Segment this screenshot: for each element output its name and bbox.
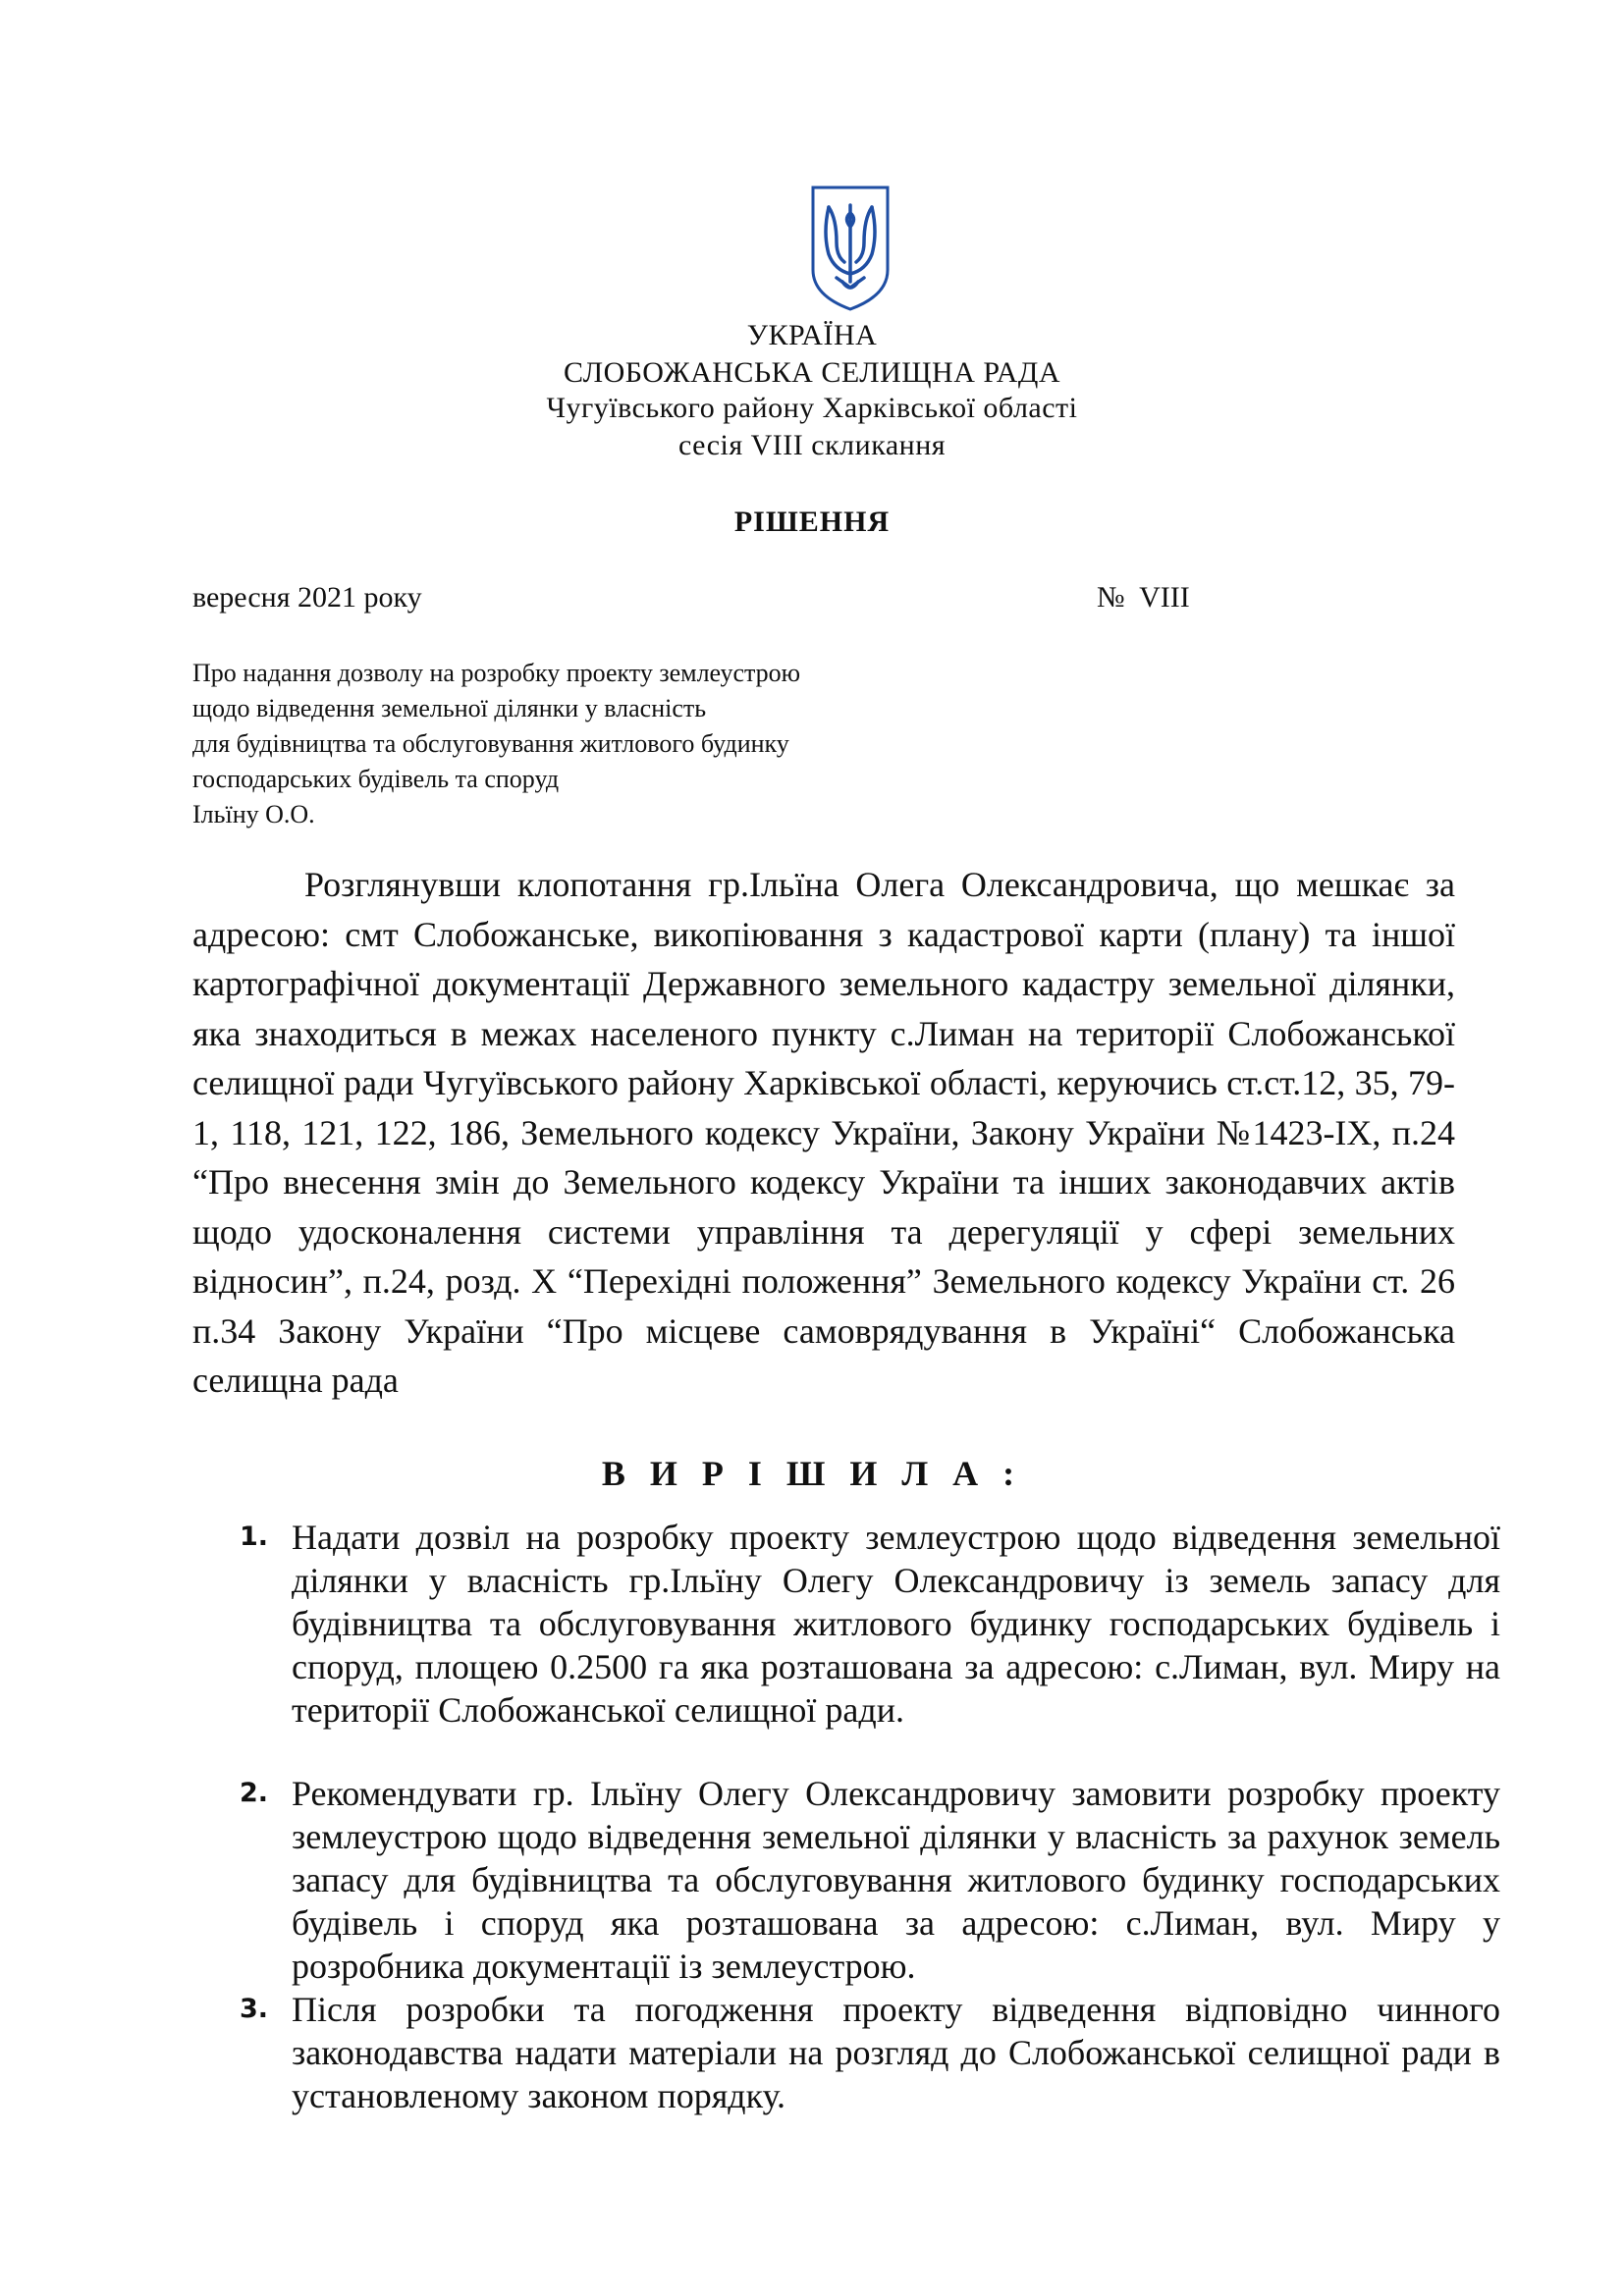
- session-info: сесія VIII скликання: [677, 429, 947, 461]
- council-name: СЛОБОЖАНСЬКА СЕЛИЩНА РАДА: [563, 356, 1061, 389]
- subject-line: Про надання дозволу на розробку проекту землеустрою: [192, 659, 801, 687]
- decision-heading: В И Р І Ш И Л А :: [601, 1454, 1023, 1493]
- district-name: Чугуївського району Харківської області: [546, 392, 1078, 424]
- subject-line: для будівництва та обслуговування житлового будинку: [192, 729, 789, 758]
- document-number: № VIII: [1097, 581, 1190, 614]
- trident-coat-of-arms-icon: [809, 184, 892, 313]
- item-number: 2.: [240, 1778, 269, 1808]
- document-date: вересня 2021 року: [192, 581, 422, 614]
- country-name: УКРАЇНА: [746, 319, 878, 351]
- subject-line: господарських будівель та споруд: [192, 765, 560, 793]
- item-text: Надати дозвіл на розробку проекту землеустрою щодо відведення земельної ділянки у власність гр.Ільїну Олегу Олександровичу із земель запасу для будівництва та обслуговування житлового будинку господарських будівель і споруд, площею 0.2500 га яка розташована за адресою: с.Лиман, вул. Миру на території Слобожанської селищної ради.: [292, 1518, 1500, 1730]
- item-text: Після розробки та погодження проекту відведення відповідно чинного законодавства надати матеріали на розгляд до Слобожанської селищної ради в установленому законом порядку.: [292, 1990, 1500, 2115]
- subject-block: [192, 656, 800, 832]
- subject-line: Ільїну О.О.: [192, 800, 315, 828]
- preamble-paragraph: Розглянувши клопотання гр.Ільїна Олега Олександровича, що мешкає за адресою: смт Слобожанське, викопіювання з кадастрової карти (плану) та іншої картографічної документації Державного земельного кадастру земельної ділянки, яка знаходиться в межах населеного пункту с.Лиман на території Слобожанської селищної ради Чугуївського району Харківської області, керуючись ст.ст.12, 35, 79-1, 118, 121, 122, 186, Земельного кодексу України, Закону України №1423-IX, п.24 “Про внесення змін до Земельного кодексу України та інших законодавчих актів щодо удосконалення системи управління та дерегуляції у сфері земельних відносин”, п.24, розд. X “Перехідні положення” Земельного кодексу України ст. 26 п.34 Закону України “Про місцеве самоврядування в Україні“ Слобожанська селищна рада: [192, 865, 1455, 1400]
- document-title: РІШЕННЯ: [733, 506, 891, 538]
- item-number: 3.: [240, 1994, 269, 2024]
- item-text: Рекомендувати гр. Ільїну Олегу Олександровичу замовити розробку проекту землеустрою щодо відведення земельної ділянки у власність за рахунок земель запасу для будівництва та обслуговування житлового будинку господарських будівель і споруд яка розташована за адресою: с.Лиман, вул. Миру у розробника документації із землеустрою.: [292, 1774, 1500, 1986]
- subject-line: щодо відведення земельної ділянки у власність: [192, 694, 707, 722]
- item-number: 1.: [240, 1522, 269, 1552]
